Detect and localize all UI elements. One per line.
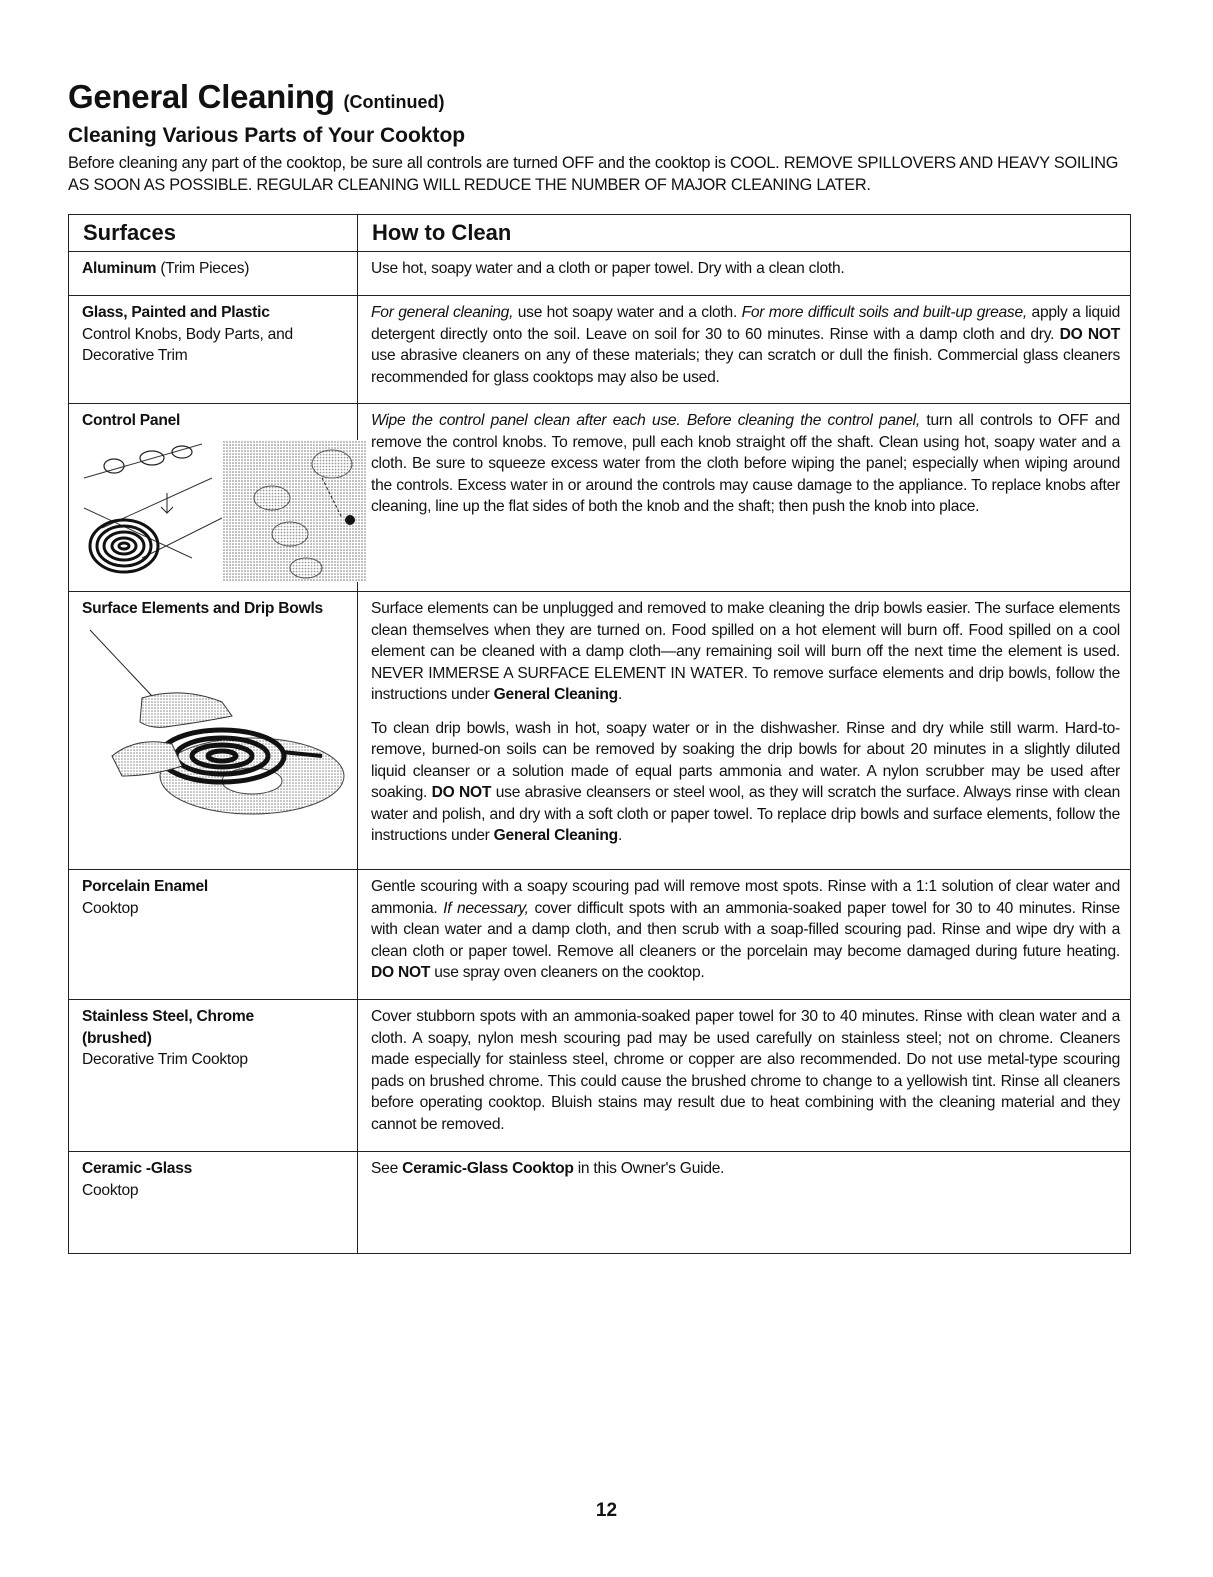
how-italic: For general cleaning,: [371, 304, 514, 321]
how-text: Gentle scouring with a soapy scouring pad will remove most spots. Rinse with a 1:1 solution of clear water and ammonia.: [371, 878, 1120, 917]
table-row-porcelain: [69, 870, 1131, 1000]
how-text: use abrasive cleansers or steel wool, as they will scratch the surface. Always rinse with clean water and polish, and dry with a soft cloth or paper towel. To replace drip bowls and surface elements, follow the instructions under: [371, 784, 1120, 844]
table-header-row: [69, 215, 1131, 252]
surface-cell: [69, 404, 358, 592]
surface-cell: [69, 1152, 358, 1254]
title-suffix: (Continued): [343, 92, 445, 112]
how-text: cover difficult spots with an ammonia-soaked paper towel for 30 to 40 minutes. Rinse with clean water and a damp cloth, and then scrub with a soap-filled scouring pad. Rinse and wipe dry with a clean cloth or paper towel. Remove all cleaners or the porcelain may become damaged during future heating.: [371, 899, 1120, 960]
how-cell: [358, 404, 1131, 592]
page-number: 12: [595, 1500, 618, 1521]
title-text: General Cleaning: [68, 78, 335, 115]
table-row-control-panel: [69, 404, 1131, 592]
surface-name: Aluminum: [82, 260, 157, 277]
how-cell: [358, 1152, 1131, 1254]
how-paragraph-1: [371, 598, 1120, 706]
how-text: .: [617, 686, 623, 703]
how-bold: DO NOT: [371, 964, 431, 981]
surface-cell: [69, 870, 358, 1000]
how-to-clean-header: How to Clean: [358, 215, 1131, 252]
how-bold: General Cleaning: [493, 827, 618, 844]
how-text: Cover stubborn spots with an ammonia-soaked paper towel for 30 to 40 minutes. Rinse with clean water and a cloth. A soapy, nylon mesh scouring pad may be used carefully on stainless steel; not on chrome. Cleaners made especially for stainless steel, chrome or copper are also recommended. Do not use metal-type scouring pads on brushed chrome. This could cause the brushed chrome to change to a yellowish tint. Rinse all cleaners before operating cooktop. Bluish stains may result due to heat combining with the cleaning material and they cannot be removed.: [371, 1008, 1120, 1133]
how-text: use abrasive cleaners on any of these materials; they can scratch or dull the finish. Commercial glass cleaners recommended for glass cooktops may also be used.: [371, 347, 1120, 386]
how-cell: [358, 296, 1131, 404]
how-text: Surface elements can be unplugged and removed to make cleaning the drip bowls easier. The surface elements clean themselves when they are turned on. Food spilled on a hot element will burn off. Food spilled on a cool element can be cleaned with a damp cloth—any remaining soil will burn off the next time the element is used. NEVER IMMERSE A SURFACE ELEMENT IN WATER. To remove surface elements and drip bowls, follow the instructions under: [371, 600, 1120, 703]
table-row-aluminum: [69, 252, 1131, 296]
how-text: in this Owner's Guide.: [573, 1160, 725, 1177]
surface-cell: [69, 592, 358, 870]
page-title: [68, 78, 1130, 121]
table-row-stainless: [69, 1000, 1131, 1152]
control-knob-illustration: [82, 438, 367, 586]
section-subtitle: Cleaning Various Parts of Your Cooktop: [68, 124, 466, 147]
surface-name: Stainless Steel, Chrome (brushed): [82, 1008, 254, 1047]
surface-detail: Decorative Trim Cooktop: [82, 1051, 248, 1068]
how-cell: [358, 1000, 1131, 1152]
page-header: [68, 78, 1130, 196]
how-text: Use hot, soapy water and a cloth or paper towel. Dry with a clean cloth.: [371, 260, 845, 277]
how-cell: [358, 592, 1131, 870]
how-bold: Ceramic-Glass Cooktop: [402, 1160, 574, 1177]
surface-name: Glass, Painted and Plastic: [82, 304, 270, 321]
surface-detail: Cooktop: [82, 899, 139, 917]
table-row-surface-elements: [69, 592, 1131, 870]
how-paragraph-2: [371, 718, 1120, 847]
how-text: use spray oven cleaners on the cooktop.: [430, 964, 705, 981]
surface-detail: Cooktop: [82, 1181, 139, 1199]
surface-element-illustration: [82, 626, 347, 816]
surface-cell: [69, 252, 358, 296]
how-text: turn all controls to OFF and remove the control knobs. To remove, pull each knob straight off the shaft. Clean using hot, soapy water and a cloth. Be sure to squeeze excess water from the cloth before wiping the panel; especially when wiping around the controls. Excess water in or around the controls may cause damage to the appliance. To replace knobs after cleaning, line up the flat sides of both the knob and the shaft; then push the knob into place.: [371, 412, 1120, 515]
how-bold: General Cleaning: [493, 686, 618, 703]
surface-cell: [69, 296, 358, 404]
how-text: apply a liquid detergent directly onto the soil. Leave on soil for 30 to 60 minutes. Rinse with a damp cloth and dry.: [371, 304, 1120, 343]
cleaning-table: [68, 214, 1131, 1254]
how-italic: For more difficult soils and built-up grease,: [741, 304, 1027, 321]
how-bold: DO NOT: [431, 784, 492, 801]
how-bold: DO NOT: [1059, 325, 1120, 343]
table-row-ceramic: [69, 1152, 1131, 1254]
surface-name: Surface Elements and Drip Bowls: [82, 600, 323, 617]
surface-name: Control Panel: [82, 412, 181, 429]
surface-name: Porcelain Enamel: [82, 878, 209, 895]
how-text: See: [371, 1160, 403, 1177]
how-cell: [358, 870, 1131, 1000]
how-text: use hot soapy water and a cloth.: [513, 304, 742, 321]
surface-detail: Control Knobs, Body Parts, and Decorative Trim: [82, 325, 293, 364]
surfaces-header: Surfaces: [69, 215, 358, 252]
how-italic: Wipe the control panel clean after each use. Before cleaning the control panel,: [371, 412, 920, 429]
how-cell: [358, 252, 1131, 296]
how-text: .: [617, 827, 623, 844]
how-text: To clean drip bowls, wash in hot, soapy water or in the dishwasher. Rinse and dry while still warm. Hard-to-remove, burned-on soils can be removed by soaking the drip bowls for about 20 minutes in a slightly diluted liquid cleanser or a solution made of equal parts ammonia and water. A nylon scrubber may be used after soaking.: [371, 719, 1120, 801]
how-italic: If necessary,: [443, 899, 529, 917]
surface-name: Ceramic -Glass: [82, 1160, 193, 1177]
table-row-glass: [69, 296, 1131, 404]
surface-cell: [69, 1000, 358, 1152]
surface-detail: (Trim Pieces): [160, 260, 250, 277]
intro-paragraph: Before cleaning any part of the cooktop, be sure all controls are turned OFF and the cooktop is COOL. REMOVE SPILLOVERS AND HEAVY SOILING AS SOON AS POSSIBLE. REGULAR CLEANING WILL REDUCE THE NUMBER OF MAJOR CLEANING LATER.: [68, 154, 1119, 194]
